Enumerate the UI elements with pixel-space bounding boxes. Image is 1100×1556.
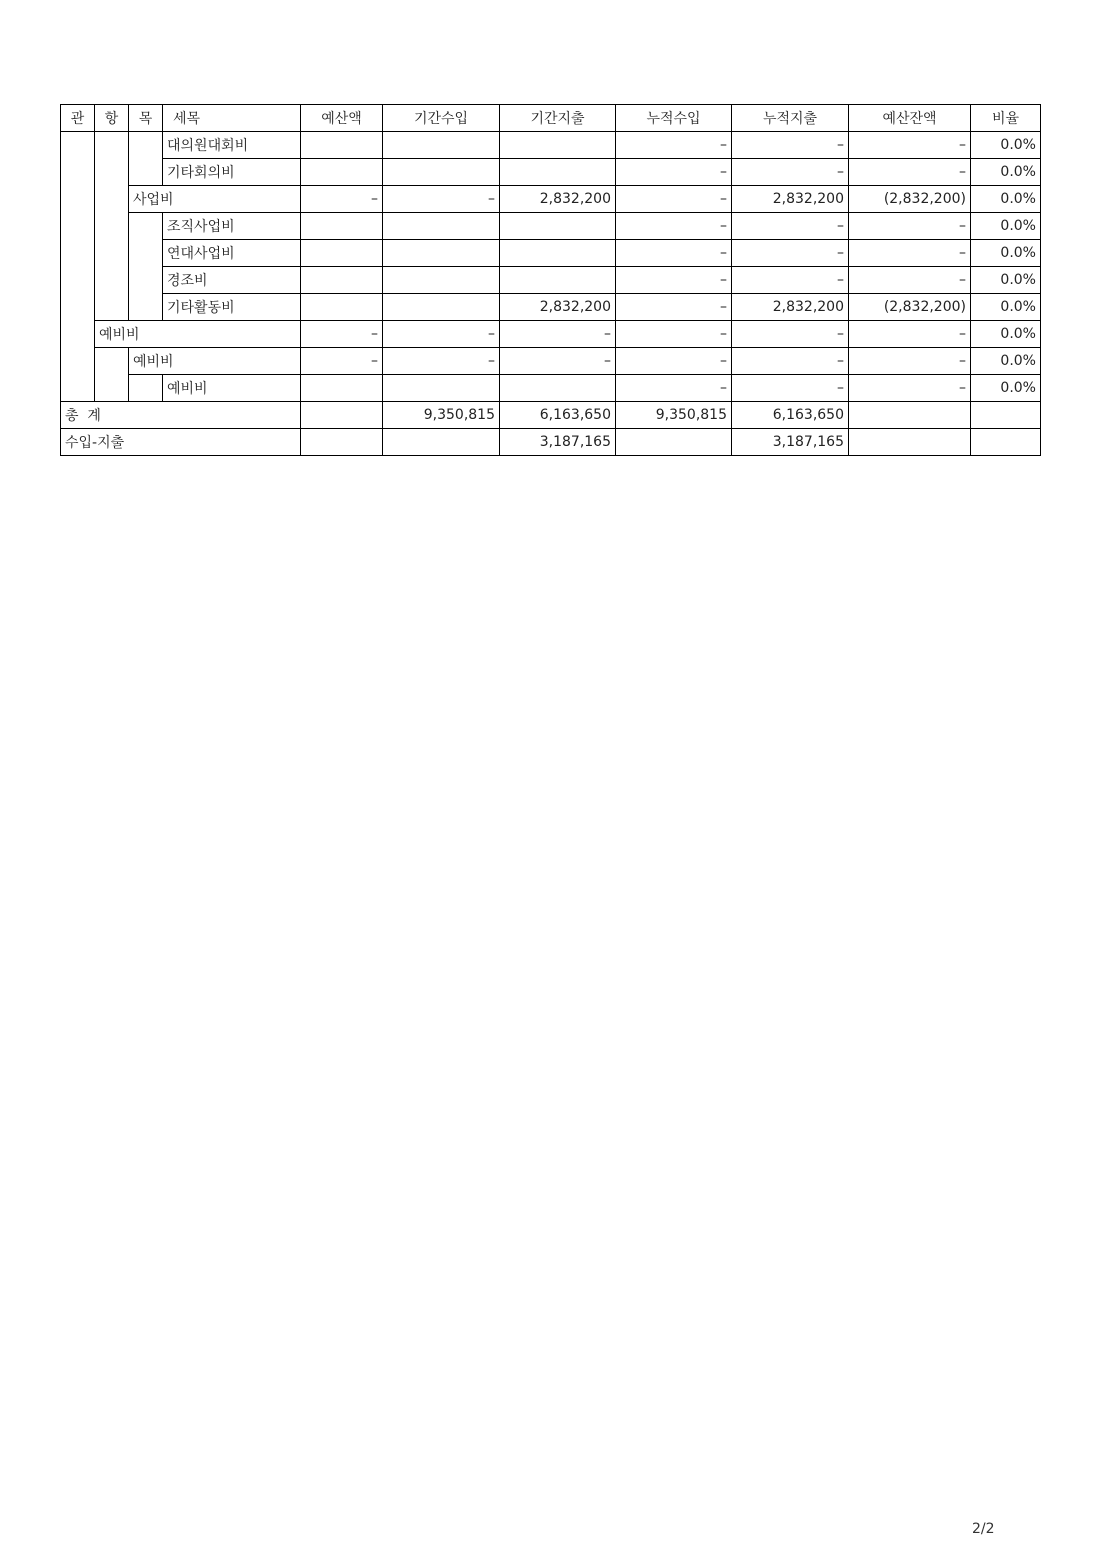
period-expense-cell bbox=[500, 132, 616, 159]
balance-cell: – bbox=[849, 348, 971, 375]
semok-label: 연대사업비 bbox=[163, 240, 301, 267]
period-expense-cell bbox=[500, 240, 616, 267]
mok-label: 사업비 bbox=[129, 186, 301, 213]
cum-expense-cell: 2,832,200 bbox=[732, 294, 849, 321]
cum-income-cell: – bbox=[616, 132, 732, 159]
balance-cell: – bbox=[849, 375, 971, 402]
cum-income-cell: – bbox=[616, 240, 732, 267]
ratio-cell bbox=[971, 429, 1041, 456]
cum-expense-cell: – bbox=[732, 267, 849, 294]
balance-cell bbox=[849, 429, 971, 456]
period-income-cell bbox=[383, 375, 500, 402]
header-cell: 관 bbox=[61, 105, 95, 132]
ratio-cell: 0.0% bbox=[971, 375, 1041, 402]
cum-income-cell: – bbox=[616, 294, 732, 321]
table-row bbox=[61, 186, 1041, 213]
period-income-cell bbox=[383, 132, 500, 159]
period-income-cell bbox=[383, 267, 500, 294]
budget-cell bbox=[301, 429, 383, 456]
net-label: 수입-지출 bbox=[61, 429, 301, 456]
budget-cell bbox=[301, 240, 383, 267]
ratio-cell bbox=[971, 402, 1041, 429]
cum-expense-cell: – bbox=[732, 321, 849, 348]
cum-expense-cell: 6,163,650 bbox=[732, 402, 849, 429]
period-expense-cell: 6,163,650 bbox=[500, 402, 616, 429]
budget-table bbox=[60, 104, 1041, 456]
mok-label: 예비비 bbox=[129, 348, 301, 375]
balance-cell: – bbox=[849, 132, 971, 159]
period-expense-cell bbox=[500, 267, 616, 294]
mok-cell bbox=[129, 132, 163, 186]
period-income-cell: 9,350,815 bbox=[383, 402, 500, 429]
mok-cell bbox=[129, 375, 163, 402]
header-cell: 누적수입 bbox=[616, 105, 732, 132]
period-expense-cell bbox=[500, 375, 616, 402]
period-income-cell: – bbox=[383, 321, 500, 348]
header-cell: 기간수입 bbox=[383, 105, 500, 132]
ratio-cell: 0.0% bbox=[971, 186, 1041, 213]
table-row bbox=[61, 159, 1041, 186]
balance-cell: – bbox=[849, 267, 971, 294]
header-cell: 항 bbox=[95, 105, 129, 132]
budget-cell bbox=[301, 375, 383, 402]
balance-cell: (2,832,200) bbox=[849, 294, 971, 321]
period-expense-cell: – bbox=[500, 321, 616, 348]
table-row bbox=[61, 348, 1041, 375]
budget-cell bbox=[301, 294, 383, 321]
header-cell: 누적지출 bbox=[732, 105, 849, 132]
cum-income-cell: – bbox=[616, 186, 732, 213]
balance-cell: – bbox=[849, 321, 971, 348]
period-income-cell bbox=[383, 294, 500, 321]
ratio-cell: 0.0% bbox=[971, 240, 1041, 267]
semok-label: 기타활동비 bbox=[163, 294, 301, 321]
semok-label: 경조비 bbox=[163, 267, 301, 294]
header-row bbox=[61, 105, 1041, 132]
cum-expense-cell: – bbox=[732, 348, 849, 375]
cum-income-cell bbox=[616, 429, 732, 456]
table-row bbox=[61, 267, 1041, 294]
page-number: 2/2 bbox=[972, 1521, 995, 1537]
header-cell: 목 bbox=[129, 105, 163, 132]
hang-label: 예비비 bbox=[95, 321, 301, 348]
table-row bbox=[61, 240, 1041, 267]
mok-cell bbox=[129, 213, 163, 321]
period-expense-cell: 3,187,165 bbox=[500, 429, 616, 456]
balance-cell: (2,832,200) bbox=[849, 186, 971, 213]
hang-cell bbox=[95, 132, 129, 321]
cum-expense-cell: – bbox=[732, 375, 849, 402]
period-expense-cell: 2,832,200 bbox=[500, 186, 616, 213]
table-row bbox=[61, 321, 1041, 348]
period-income-cell: – bbox=[383, 348, 500, 375]
budget-cell: – bbox=[301, 348, 383, 375]
budget-cell bbox=[301, 213, 383, 240]
hang-cell bbox=[95, 348, 129, 402]
cum-income-cell: – bbox=[616, 213, 732, 240]
balance-cell bbox=[849, 402, 971, 429]
ratio-cell: 0.0% bbox=[971, 321, 1041, 348]
gwan-cell bbox=[61, 132, 95, 402]
period-income-cell bbox=[383, 213, 500, 240]
semok-label: 예비비 bbox=[163, 375, 301, 402]
ratio-cell: 0.0% bbox=[971, 132, 1041, 159]
cum-expense-cell: – bbox=[732, 240, 849, 267]
cum-expense-cell: – bbox=[732, 213, 849, 240]
cum-income-cell: – bbox=[616, 375, 732, 402]
cum-income-cell: – bbox=[616, 267, 732, 294]
ratio-cell: 0.0% bbox=[971, 267, 1041, 294]
cum-income-cell: – bbox=[616, 159, 732, 186]
balance-cell: – bbox=[849, 213, 971, 240]
cum-expense-cell: 3,187,165 bbox=[732, 429, 849, 456]
cum-expense-cell: – bbox=[732, 159, 849, 186]
header-cell: 비율 bbox=[971, 105, 1041, 132]
header-cell: 예산잔액 bbox=[849, 105, 971, 132]
budget-cell bbox=[301, 132, 383, 159]
period-income-cell bbox=[383, 159, 500, 186]
budget-cell bbox=[301, 267, 383, 294]
table-row bbox=[61, 294, 1041, 321]
net-row bbox=[61, 429, 1041, 456]
cum-expense-cell: 2,832,200 bbox=[732, 186, 849, 213]
period-expense-cell bbox=[500, 213, 616, 240]
table-row bbox=[61, 375, 1041, 402]
semok-label: 조직사업비 bbox=[163, 213, 301, 240]
period-expense-cell bbox=[500, 159, 616, 186]
ratio-cell: 0.0% bbox=[971, 348, 1041, 375]
table-row bbox=[61, 213, 1041, 240]
period-expense-cell: – bbox=[500, 348, 616, 375]
budget-cell: – bbox=[301, 186, 383, 213]
total-row bbox=[61, 402, 1041, 429]
budget-cell: – bbox=[301, 321, 383, 348]
ratio-cell: 0.0% bbox=[971, 213, 1041, 240]
semok-label: 기타회의비 bbox=[163, 159, 301, 186]
ratio-cell: 0.0% bbox=[971, 159, 1041, 186]
balance-cell: – bbox=[849, 240, 971, 267]
cum-income-cell: – bbox=[616, 348, 732, 375]
budget-cell bbox=[301, 402, 383, 429]
period-expense-cell: 2,832,200 bbox=[500, 294, 616, 321]
table-row bbox=[61, 132, 1041, 159]
budget-cell bbox=[301, 159, 383, 186]
period-income-cell bbox=[383, 429, 500, 456]
semok-label: 대의원대회비 bbox=[163, 132, 301, 159]
balance-cell: – bbox=[849, 159, 971, 186]
header-cell: 기간지출 bbox=[500, 105, 616, 132]
cum-income-cell: – bbox=[616, 321, 732, 348]
period-income-cell bbox=[383, 240, 500, 267]
total-label: 총 계 bbox=[61, 402, 301, 429]
cum-income-cell: 9,350,815 bbox=[616, 402, 732, 429]
period-income-cell: – bbox=[383, 186, 500, 213]
ratio-cell: 0.0% bbox=[971, 294, 1041, 321]
header-cell: 세목 bbox=[163, 105, 301, 132]
header-cell: 예산액 bbox=[301, 105, 383, 132]
cum-expense-cell: – bbox=[732, 132, 849, 159]
